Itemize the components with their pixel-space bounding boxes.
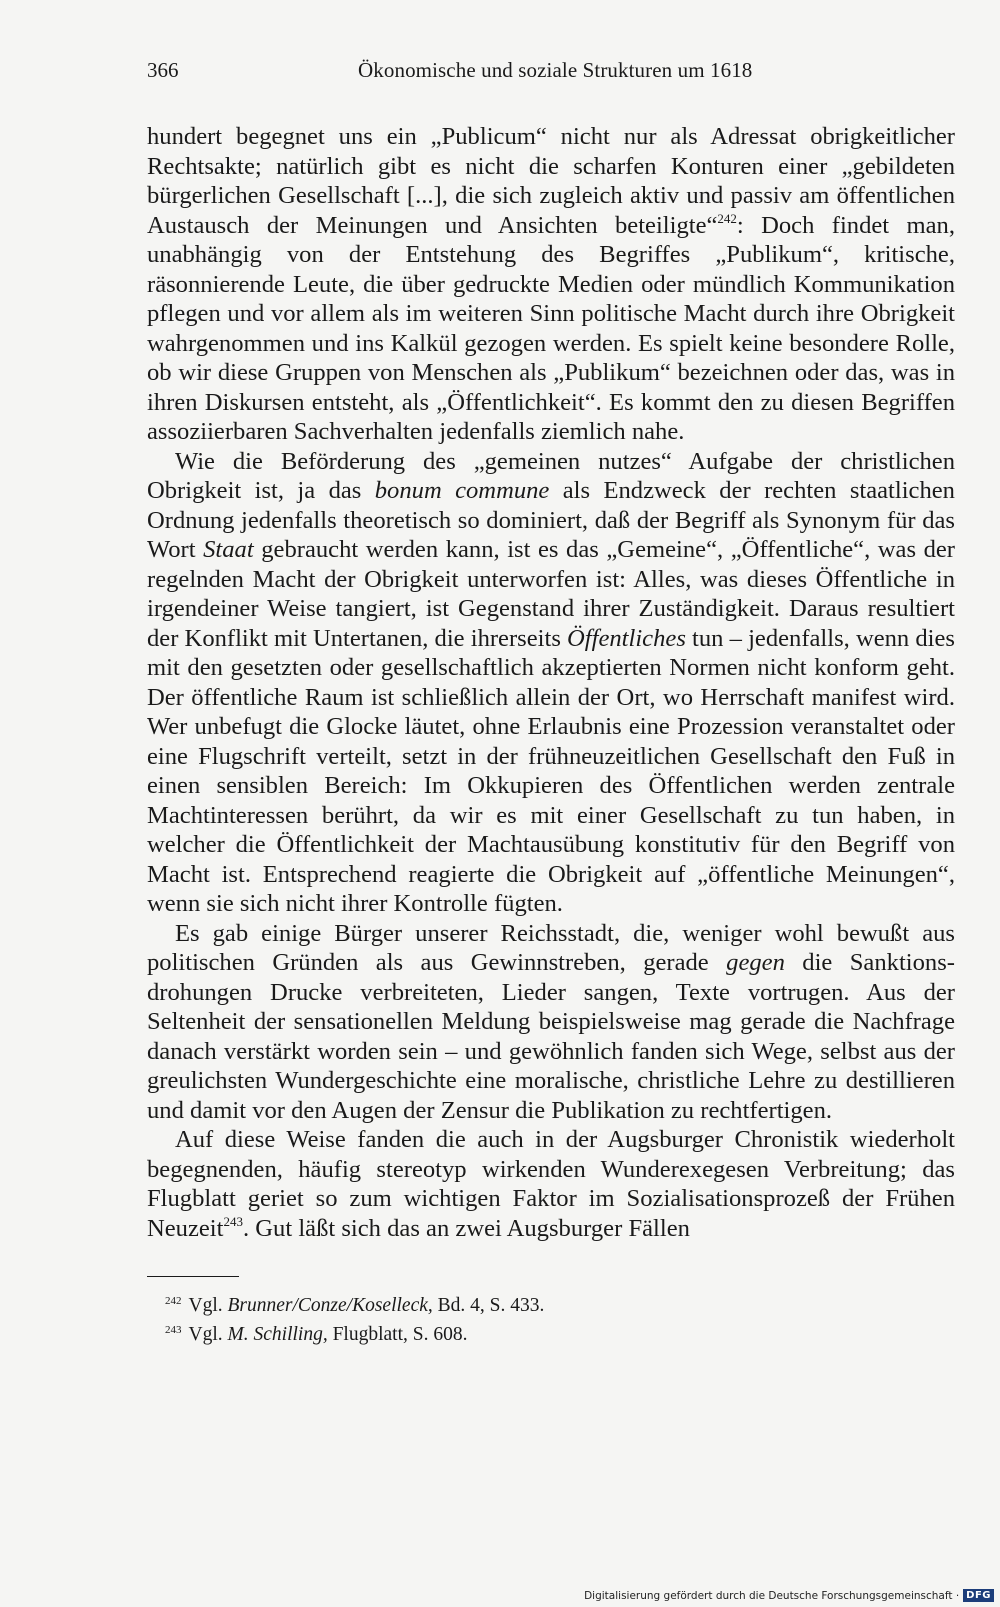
text-run: Auf diese Weise fanden die auch in der Augsburger Chronistik wiederholt begegnenden, häufig stereotyp wirkenden Wunderexegesen Verbreitung; das Flugblatt geriet so zum wichtigen Faktor im Sozialisationsprozeß der Frühen Neuzeit <box>147 1126 955 1242</box>
footnote-author: Brunner/Conze/Koselleck, <box>227 1295 433 1316</box>
footnote-author: M. Schilling, <box>227 1324 328 1345</box>
paragraph-1 <box>147 122 955 447</box>
text-run: : Doch findet man, unabhängig von der Entstehung des Begriffes „Publikum“, kritische, räsonnierende Leute, die über gedruckte Medien oder mündlich Kommunikation pflegen und vor allem als im weiteren Sinn politische Macht durch ihre Obrigkeit wahrgenommen und ins Kalkül gezogen werden. Es spielt keine besondere Rolle, ob wir diese Gruppen von Menschen als „Publikum“ bezeichnen oder das, was in ihren Diskursen entsteht, als „Öffentlichkeit“. Es kommt den zu diesen Begriffen assoziierbaren Sachverhalten jedenfalls ziemlich nahe. <box>147 211 956 445</box>
footnote-text: Vgl. <box>188 1324 228 1345</box>
footnote-text: Vgl. <box>188 1295 228 1316</box>
text-run: Es gab einige Bürger unserer Reichsstadt, die, weniger wohl bewußt aus politischen Gründen als aus Gewinnstreben, gerade <box>147 919 955 976</box>
footnote-242 <box>165 1289 955 1318</box>
text-run: gebraucht werden kann, ist es das „Gemeine“, „Öffentliche“, was der regelnden Macht der Obrigkeit unterworfen ist: Alles, was dieses Öffentliche in irgendeiner Weise tangiert, ist Gegenstand ihrer Zuständigkeit. Daraus resultiert der Konflikt mit Untertanen, die ihrerseits <box>147 536 955 652</box>
paragraph-3 <box>147 919 955 1126</box>
footnote-ref-242[interactable]: 242 <box>717 210 737 226</box>
credit-text: Digitalisierung gefördert durch die Deutsche Forschungsgemeinschaft · <box>584 1589 960 1602</box>
text-run: . Gut läßt sich das an zwei Augsburger Fällen <box>242 1214 690 1242</box>
footnote-text: Bd. 4, S. 433. <box>432 1295 545 1316</box>
footnote-ref-243[interactable]: 243 <box>223 1213 243 1229</box>
footnote-text: Flugblatt, S. 608. <box>327 1324 468 1345</box>
text-run: Wie die Beförderung des „gemeinen nutzes“ Aufgabe der christlichen Obrigkeit ist, ja das <box>147 447 955 504</box>
paragraph-2 <box>147 447 955 919</box>
italic-term: Staat <box>203 536 254 563</box>
text-run: die Sanktionsdrohungen Drucke verbreiteten, Lieder sangen, Texte vortrugen. Aus der Seltenheit der sensationellen Meldung beispielsweise mag gerade die Nachfrage danach verstärkt worden sein – und gewöhnlich fanden sich Wege, selbst aus der greulichsten Wundergeschichte eine moralische, christliche Lehre zu destillieren und damit vor den Augen der Zensur die Publikation zu rechtfertigen. <box>147 949 955 1124</box>
page-number: 366 <box>147 58 179 82</box>
text-run: als Endzweck der rechten staatlichen Ordnung jedenfalls theoretisch so dominiert, daß der Begriff als Synonym für das Wort <box>147 477 955 563</box>
running-head <box>147 58 955 94</box>
paragraph-4 <box>147 1125 955 1243</box>
footnote-divider <box>147 1276 239 1277</box>
footnote-243 <box>165 1318 955 1347</box>
italic-term: bonum commune <box>374 477 550 504</box>
digitization-credit <box>584 1589 994 1602</box>
italic-term: gegen <box>726 949 785 976</box>
dfg-logo: DFG <box>963 1589 994 1602</box>
text-run: hundert begegnet uns ein „Publicum“ nicht nur als Adressat obrigkeitlicher Rechtsakte; natürlich gibt es nicht die scharfen Konturen einer „gebildeten bürgerlichen Gesellschaft [...], die sich zugleich aktiv und passiv am öffentlichen Austausch der Meinungen und Ansichten beteiligte“ <box>147 123 955 239</box>
text-run: tun – jedenfalls, wenn dies mit den gesetzten oder gesellschaftlich akzeptierten Normen nicht konform geht. Der öffentliche Raum ist schließlich allein der Ort, wo Herrschaft manifest wird. Wer unbefugt die Glocke läutet, ohne Erlaubnis eine Prozession veranstaltet oder eine Flugschrift verteilt, setzt in der frühneuzeitlichen Gesellschaft den Fuß in einen sensiblen Bereich: Im Okkupieren des Öffentlichen werden zentrale Machtinteressen berührt, da wir es mit einer Gesellschaft zu tun haben, in welcher die Öffentlichkeit der Machtausübung konstitutiv für den Begriff von Macht ist. Entsprechend reagierte die Obrigkeit auf „öffentliche Meinungen“, wenn sie sich nicht ihrer Kontrolle fügten. <box>147 624 955 917</box>
running-title: Ökonomische und soziale Strukturen um 1618 <box>358 58 753 82</box>
body-text <box>147 122 955 1243</box>
footnote-number: 243 <box>165 1324 182 1336</box>
footnote-number: 242 <box>165 1295 182 1307</box>
italic-term: Öffentliches <box>567 624 686 652</box>
book-page <box>147 58 955 1347</box>
footnotes <box>147 1289 955 1347</box>
